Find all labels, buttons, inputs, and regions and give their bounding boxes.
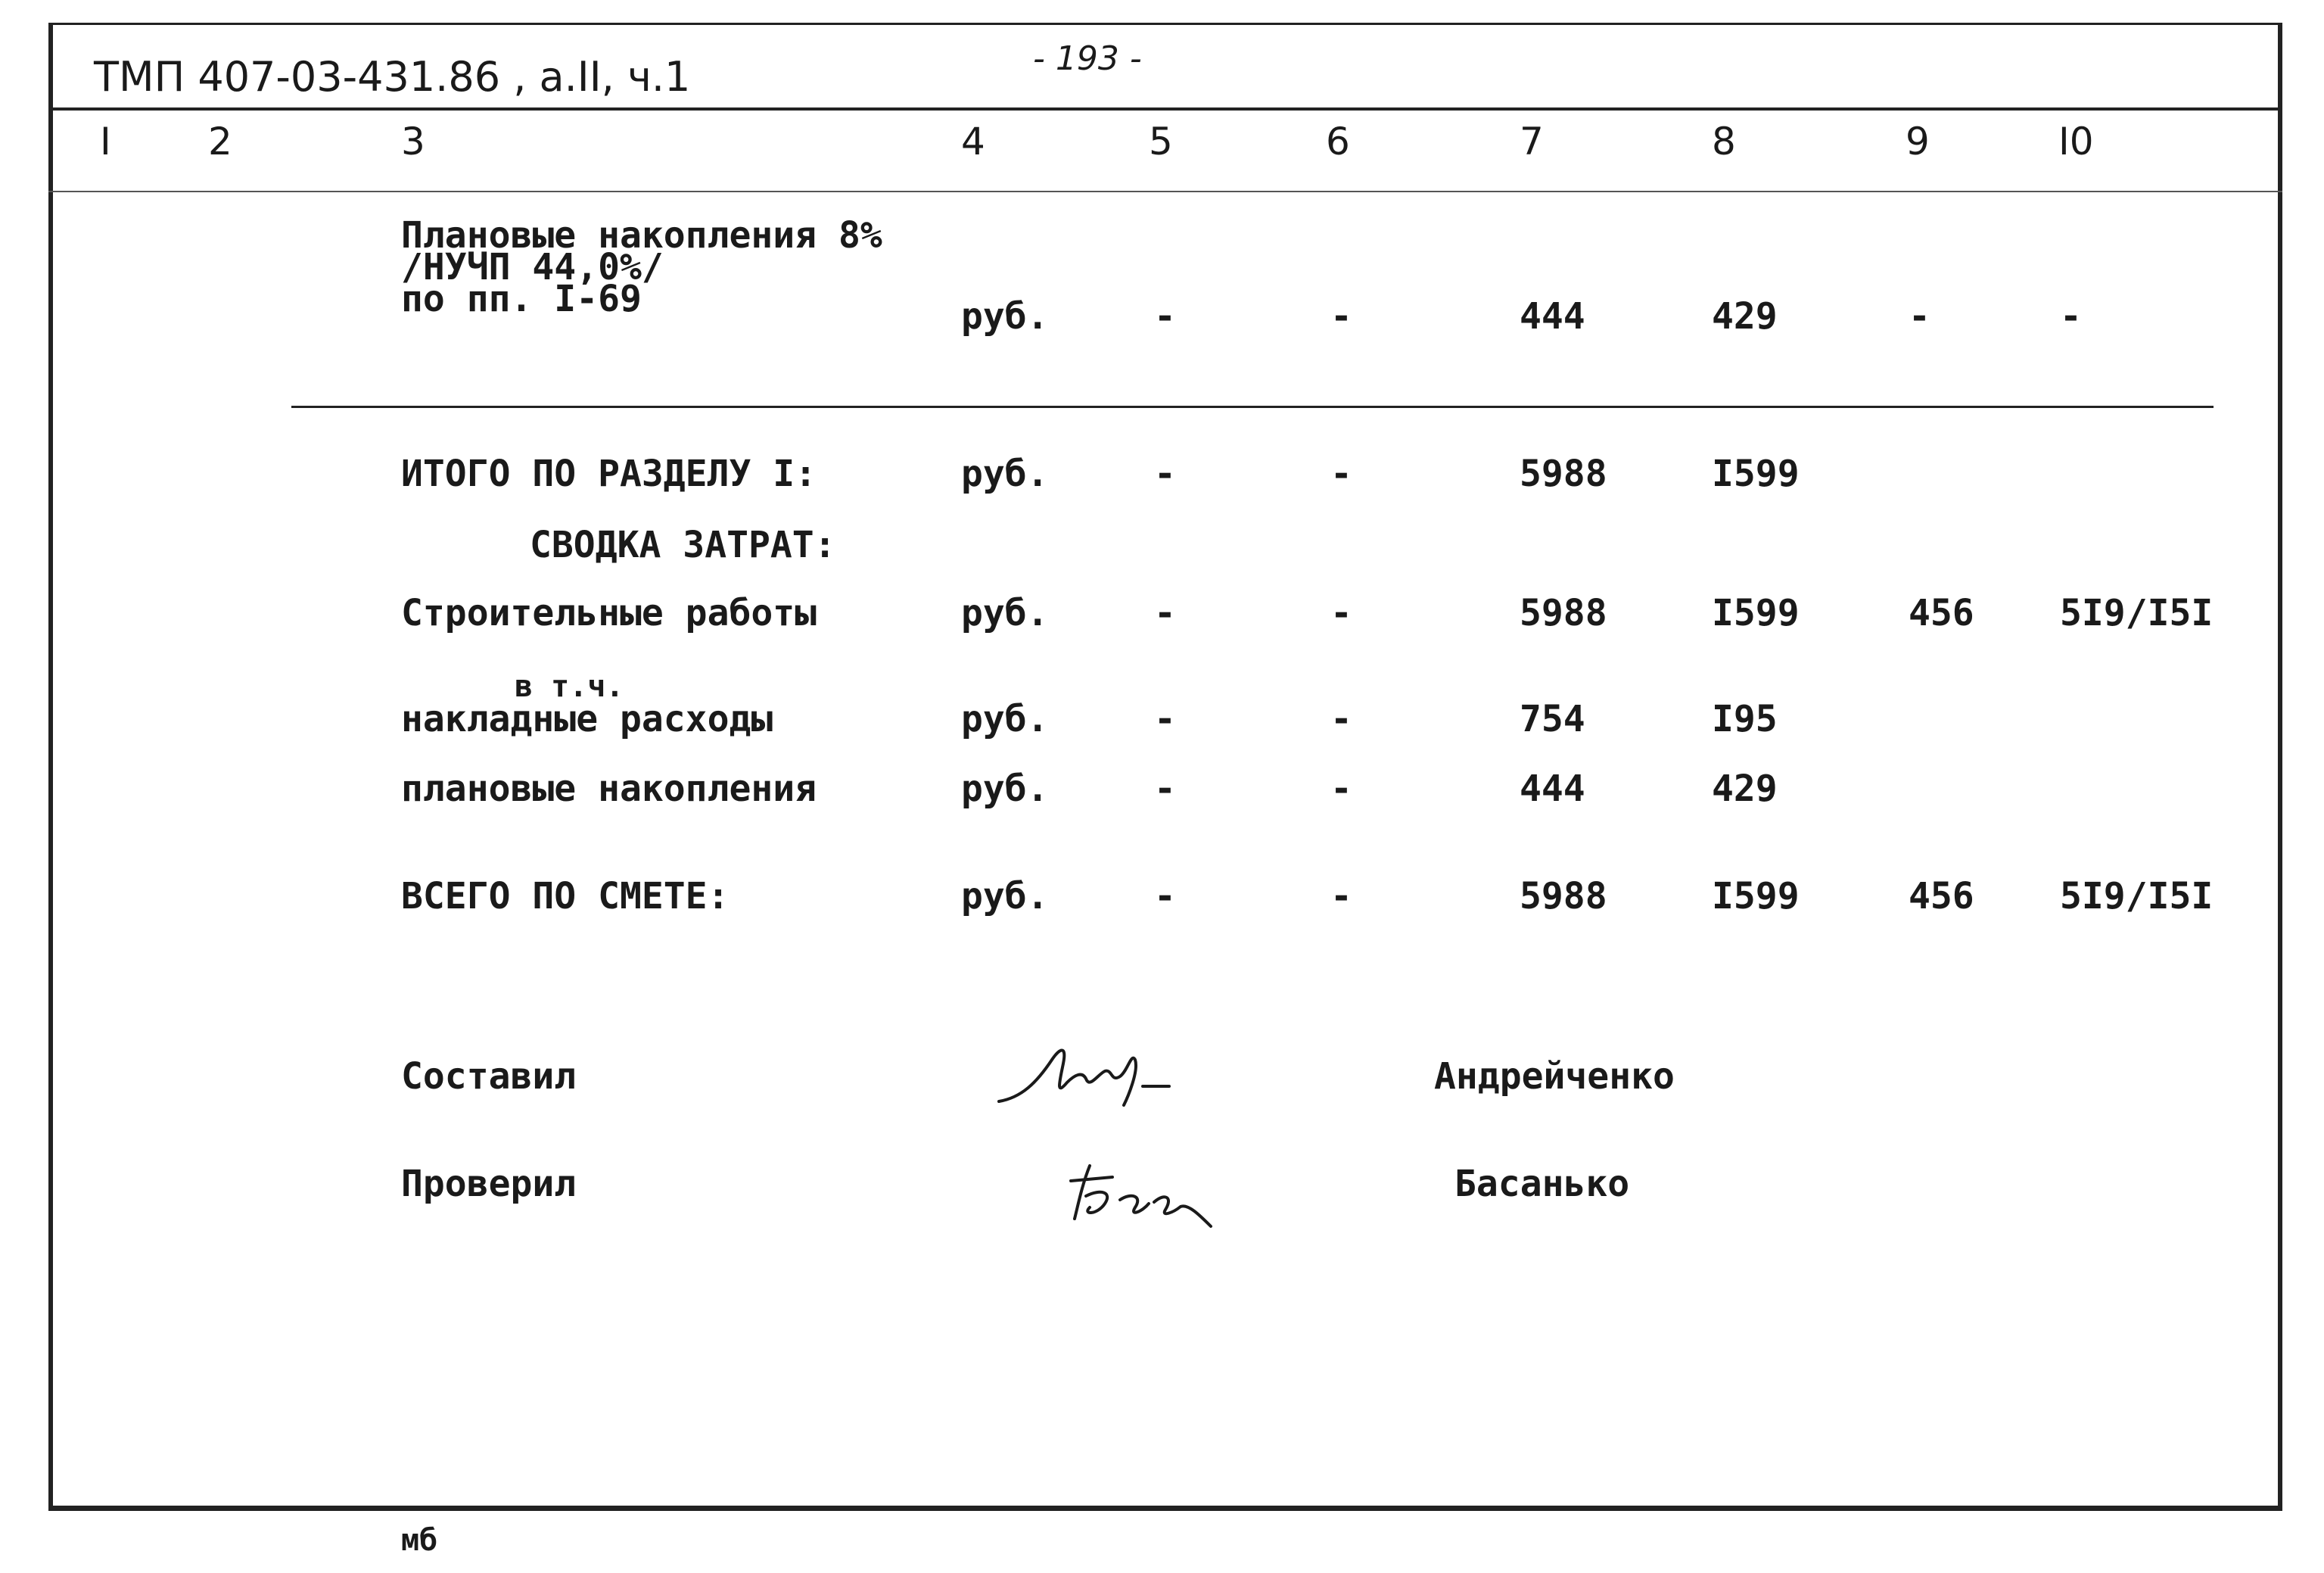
col6-cell: - [1330, 698, 1352, 740]
col8-cell: I599 [1712, 453, 1800, 495]
column-number-6: 6 [1326, 120, 1350, 164]
col7-cell: 5988 [1520, 453, 1607, 495]
col5-cell: - [1154, 875, 1176, 917]
label-line: /НУЧП 44,0%/ [401, 246, 664, 288]
col7-cell: 444 [1520, 295, 1585, 338]
column-number-5: 5 [1149, 120, 1173, 164]
unit-cell: руб. [961, 592, 1049, 634]
unit-cell: руб. [961, 875, 1049, 917]
row-planned-accumulations-label [401, 214, 882, 320]
cost-summary-heading: СВОДКА ЗАТРАТ: [530, 524, 836, 566]
col8-cell: I599 [1712, 592, 1800, 634]
checked-by-label: Проверил [401, 1163, 577, 1205]
column-number-9: 9 [1906, 120, 1930, 164]
row-construction-works-label: Строительные работы [401, 592, 817, 634]
document-code: ТМП 407-03-431.86 , а.II, ч.1 [94, 53, 691, 101]
compiled-by-label: Составил [401, 1055, 577, 1098]
col9-cell: 456 [1909, 875, 1974, 917]
checker-signature [1059, 1151, 1241, 1234]
column-number-8: 8 [1712, 120, 1736, 164]
column-number-3: 3 [401, 120, 425, 164]
header-rule [48, 107, 2282, 111]
section-divider [291, 406, 2214, 408]
column-number-10: I0 [2058, 120, 2094, 164]
unit-cell: руб. [961, 453, 1049, 495]
col7-cell: 5988 [1520, 592, 1607, 634]
column-header-rule [48, 191, 2282, 192]
col5-cell: - [1154, 698, 1176, 740]
col6-cell: - [1330, 768, 1352, 810]
compiler-name: Андрейченко [1434, 1055, 1675, 1098]
column-number-7: 7 [1520, 120, 1544, 164]
unit-cell: руб. [961, 698, 1049, 740]
col6-cell: - [1330, 453, 1352, 495]
col9-cell: 456 [1909, 592, 1974, 634]
column-number-2: 2 [208, 120, 232, 164]
col7-cell: 754 [1520, 698, 1585, 740]
col10-cell: 5I9/I5I [2060, 875, 2214, 917]
col10-cell: 5I9/I5I [2060, 592, 2214, 634]
page-frame [48, 23, 2282, 1511]
col7-cell: 444 [1520, 768, 1585, 810]
col5-cell: - [1154, 768, 1176, 810]
col10-cell: - [2060, 295, 2082, 338]
col8-cell: I95 [1712, 698, 1778, 740]
unit-cell: руб. [961, 295, 1049, 338]
column-number-1: I [100, 120, 111, 164]
col6-cell: - [1330, 592, 1352, 634]
col5-cell: - [1154, 592, 1176, 634]
column-number-4: 4 [961, 120, 985, 164]
col8-cell: 429 [1712, 768, 1778, 810]
compiler-signature [991, 1029, 1211, 1120]
row-planned-label: плановые накопления [401, 768, 817, 810]
including-note: в т.ч. [515, 669, 624, 704]
label-line: по пп. I-69 [401, 278, 642, 320]
checker-name: Басанько [1454, 1163, 1630, 1205]
col5-cell: - [1154, 295, 1176, 338]
col6-cell: - [1330, 295, 1352, 338]
col6-cell: - [1330, 875, 1352, 917]
unit-cell: руб. [961, 768, 1049, 810]
col8-cell: I599 [1712, 875, 1800, 917]
col7-cell: 5988 [1520, 875, 1607, 917]
label-line: Плановые накопления 8% [401, 214, 882, 257]
col5-cell: - [1154, 453, 1176, 495]
footer-mark: мб [401, 1523, 438, 1558]
col9-cell: - [1909, 295, 1930, 338]
col8-cell: 429 [1712, 295, 1778, 338]
row-grand-total-label: ВСЕГО ПО СМЕТЕ: [401, 875, 730, 917]
page-number: - 193 - [1033, 39, 1142, 78]
row-section-total-label: ИТОГО ПО РАЗДЕЛУ I: [401, 453, 817, 495]
row-overheads-label: накладные расходы [401, 698, 773, 740]
